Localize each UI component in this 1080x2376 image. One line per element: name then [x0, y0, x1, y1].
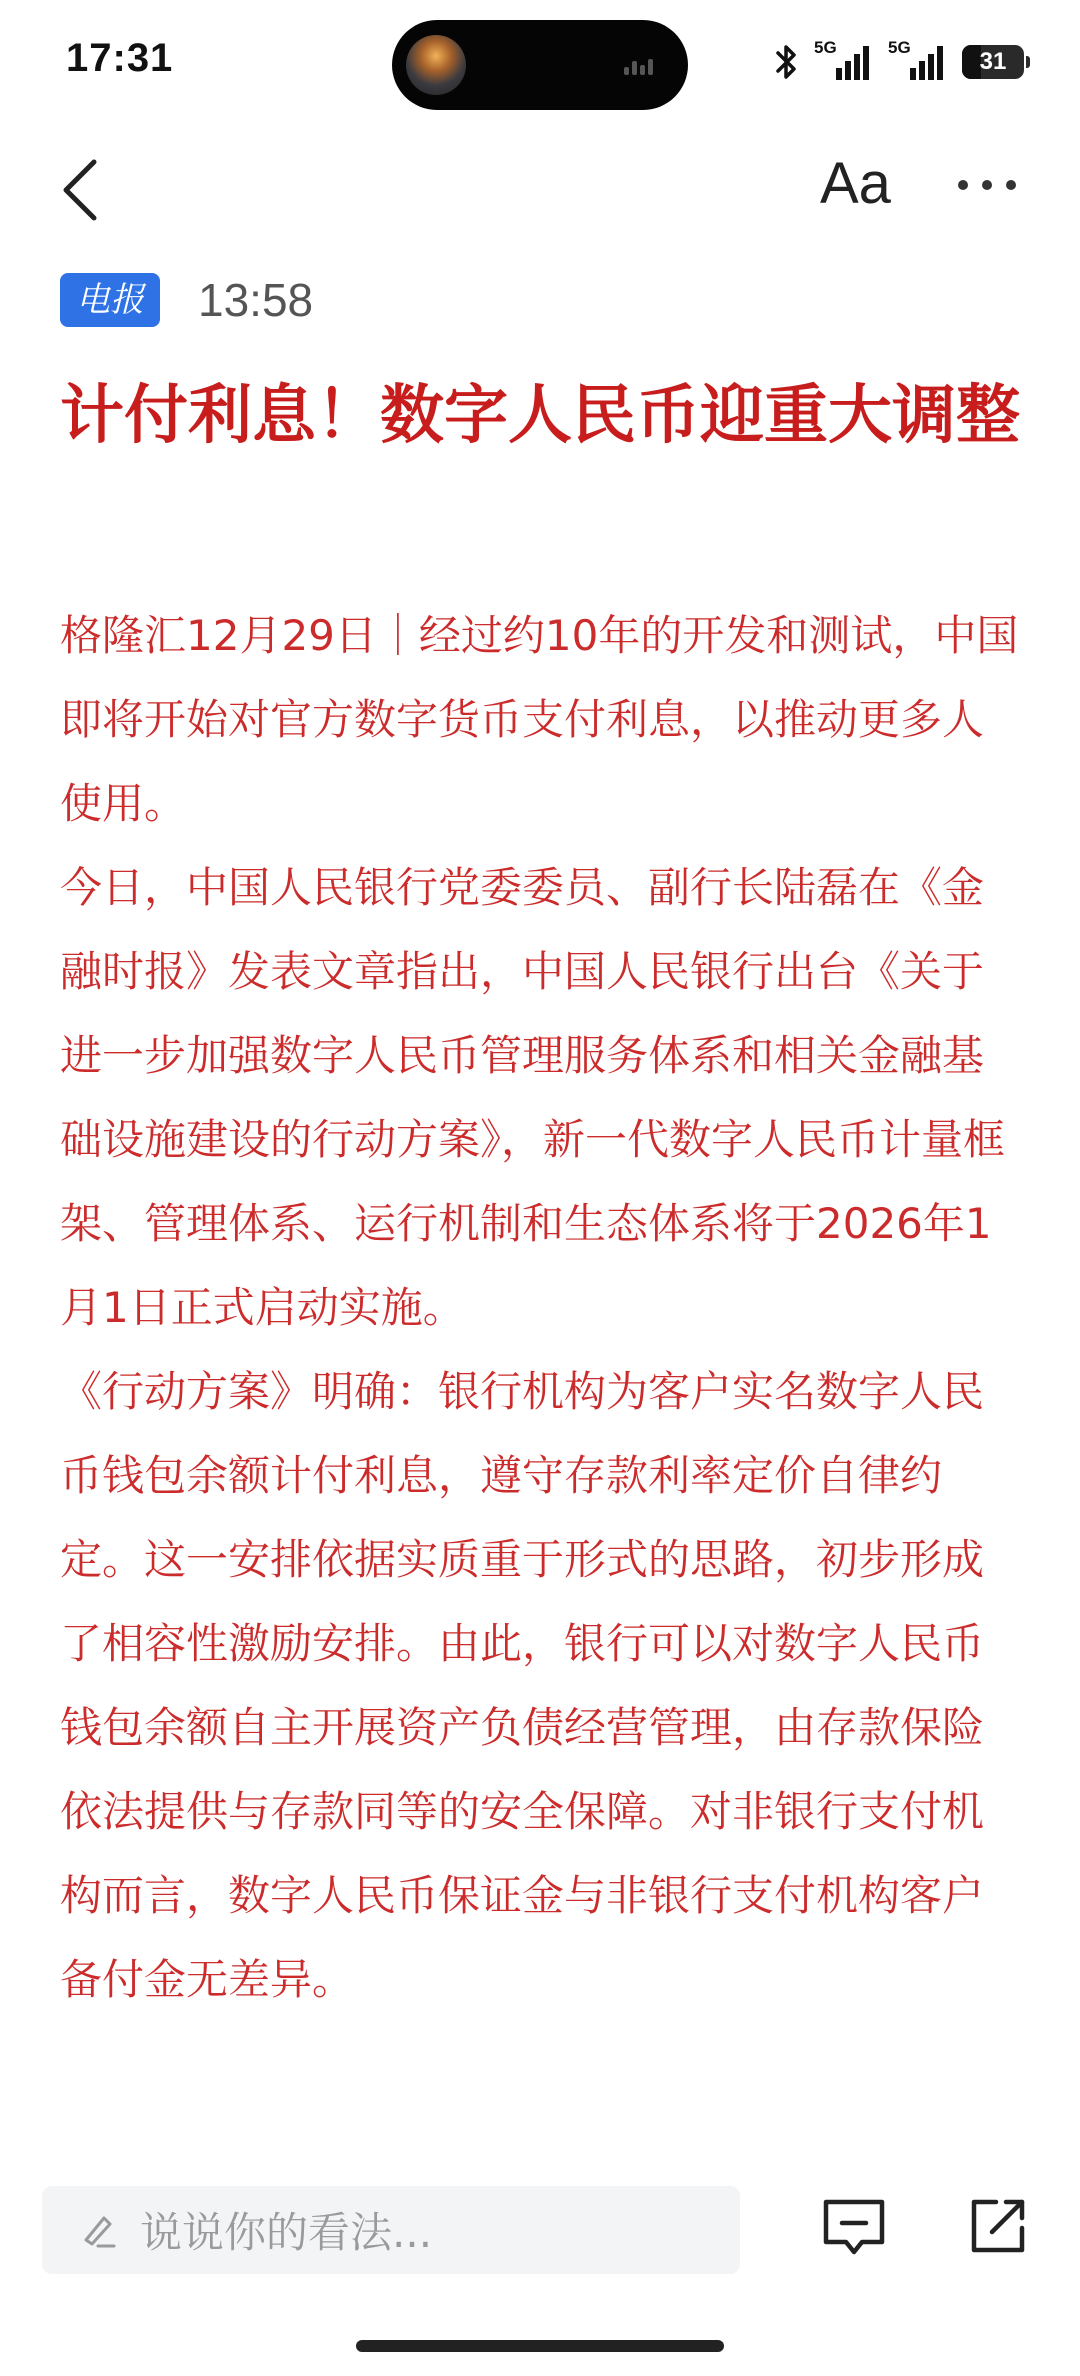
more-button[interactable]	[958, 180, 1024, 200]
bottom-action-bar	[0, 2182, 1080, 2292]
battery-level	[962, 45, 981, 79]
comment-placeholder: 说说你的看法...	[140, 2208, 433, 2257]
signal-icon	[814, 38, 874, 82]
signal-icon	[888, 38, 948, 82]
telegraph-tag: 电报	[60, 273, 160, 327]
home-indicator[interactable]	[356, 2340, 724, 2352]
back-button[interactable]	[54, 154, 114, 224]
battery-percent: 31	[979, 48, 1007, 75]
pen-icon	[78, 2210, 118, 2250]
comment-button[interactable]	[820, 2196, 888, 2260]
audio-wave-icon	[624, 56, 660, 74]
article-body	[60, 594, 1020, 2022]
status-time: 17:31	[66, 36, 174, 80]
battery-icon	[962, 45, 1024, 79]
more-icon-dot	[1006, 180, 1016, 190]
font-size-button[interactable]: Aa	[820, 151, 891, 216]
network-type: 5G	[888, 38, 911, 57]
publish-time: 13:58	[198, 274, 314, 326]
article-meta	[60, 270, 313, 330]
comment-icon	[820, 2196, 888, 2260]
dynamic-island[interactable]	[392, 20, 688, 110]
comment-input[interactable]	[42, 2186, 740, 2274]
back-arrow-icon	[54, 154, 114, 224]
article-paragraph: 格隆汇12月29日｜经过约10年的开发和测试，中国即将开始对官方数字货币支付利息，以推动更多人使用。	[60, 611, 1019, 828]
article-paragraph: 今日，中国人民银行党委委员、副行长陆磊在《金融时报》发表文章指出，中国人民银行出台《关于进一步加强数字人民币管理服务体系和相关金融基础设施建设的行动方案》，新一代数字人民币计量框架、管理体系、运行机制和生态体系将于2026年1月1日正式启动实施。	[60, 863, 1006, 1332]
share-icon	[966, 2194, 1030, 2258]
article-headline: 计付利息！数字人民币迎重大调整	[60, 379, 1020, 453]
more-icon-dot	[982, 180, 992, 190]
article-paragraph: 《行动方案》明确：银行机构为客户实名数字人民币钱包余额计付利息，遵守存款利率定价自律约定。这一安排依据实质重于形式的思路，初步形成了相容性激励安排。由此，银行可以对数字人民币钱包余额自主开展资产负债经营管理，由存款保险依法提供与存款同等的安全保障。对非银行支付机构而言，数字人民币保证金与非银行支付机构客户备付金无差异。	[60, 1367, 985, 2004]
bluetooth-icon	[774, 42, 800, 82]
network-type: 5G	[814, 38, 837, 57]
more-icon-dot	[958, 180, 968, 190]
nav-bar	[0, 140, 1080, 240]
status-bar	[0, 0, 1080, 120]
share-button[interactable]	[966, 2194, 1030, 2258]
status-icons	[774, 40, 1024, 84]
now-playing-artwork	[406, 35, 466, 95]
